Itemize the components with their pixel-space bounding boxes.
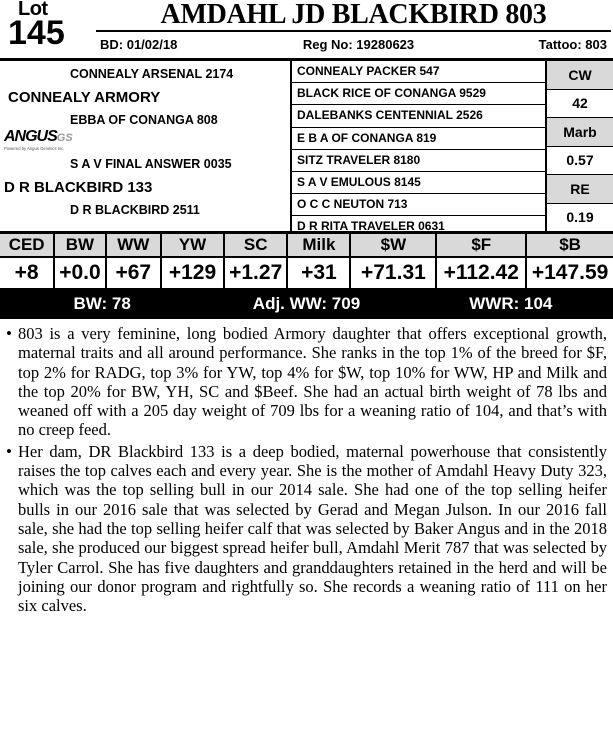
ancestor-row: SITZ TRAVELER 8180 xyxy=(292,150,545,172)
note-item xyxy=(6,324,607,440)
sire-granddam: EBBA OF CONANGA 808 xyxy=(70,113,218,127)
stat-label-re: RE xyxy=(547,175,613,204)
notes-section xyxy=(0,319,613,625)
epd-value: +67 xyxy=(115,261,152,284)
epd-table xyxy=(0,234,613,290)
epd-col-ww xyxy=(107,234,162,288)
epd-col-yw xyxy=(162,234,225,288)
tattoo: Tattoo: 803 xyxy=(538,36,607,52)
bullet-icon: • xyxy=(6,441,12,461)
ancestor-row: DALEBANKS CENTENNIAL 2526 xyxy=(292,105,545,127)
ancestor-row: D R RITA TRAVELER 0631 xyxy=(297,219,445,234)
bar-adj-ww: Adj. WW: 709 xyxy=(252,293,361,313)
epd-col-f xyxy=(437,234,527,288)
epd-col-ced xyxy=(0,234,55,288)
epd-col-bw xyxy=(55,234,106,288)
epd-col-sc xyxy=(225,234,288,288)
ancestor-row: CONNEALY PACKER 547 xyxy=(292,61,545,83)
bar-bw: BW: 78 xyxy=(73,293,131,313)
sire-grandsire: CONNEALY ARSENAL 2174 xyxy=(70,67,234,81)
ancestor-row: E B A OF CONANGA 819 xyxy=(292,128,545,150)
stat-value-re: 0.19 xyxy=(566,209,594,226)
epd-col-w xyxy=(351,234,437,288)
epd-col-b xyxy=(527,234,613,288)
note-text: 803 is a very feminine, long bodied Armory daughter that offers exceptional growth, maternal traits and all around performance. She ranks in the top 1% of the breed for $F, top 2% for RADG, top 3% for YW, top 4% for $W, top 10% for WW, HP and Milk and the top 20% for BW, YH, SC and $Beef. She had an actual birth weight of 78 lbs and weaned off with a 205 day weight of 709 lbs for a weaning ratio of 104, and that’s with no creep feed. xyxy=(18,324,607,440)
pedigree-parents xyxy=(0,61,292,231)
lot-number: 145 xyxy=(8,14,65,52)
lot-box xyxy=(2,0,94,52)
epd-header: WW xyxy=(107,234,160,258)
angus-logo-subtext: Powered by Angus Genetics Inc. xyxy=(4,146,65,151)
page-title: AMDAHL JD BLACKBIRD 803 xyxy=(160,0,547,30)
registration-number: Reg No: 19280623 xyxy=(302,36,415,52)
page-header xyxy=(0,0,613,61)
dam: D R BLACKBIRD 133 xyxy=(4,179,153,196)
lot-label: Lot xyxy=(18,0,48,20)
epd-header: YW xyxy=(162,234,223,258)
epd-header: SC xyxy=(225,234,286,258)
epd-header: $W xyxy=(351,234,435,258)
ancestor-row: O C C NEUTON 713 xyxy=(292,194,545,216)
epd-value: +71.31 xyxy=(360,261,426,284)
angus-logo-text: ANGUSGS xyxy=(4,128,73,145)
stat-value-marb: 0.57 xyxy=(547,147,613,176)
epd-header: Milk xyxy=(288,234,349,258)
epd-header: $B xyxy=(527,234,613,258)
pedigree-ancestors xyxy=(292,61,547,234)
sire: CONNEALY ARMORY xyxy=(8,89,161,106)
bullet-icon: • xyxy=(6,324,12,343)
epd-value: +147.59 xyxy=(531,261,609,284)
epd-header: $F xyxy=(437,234,525,258)
note-text: Her dam, DR Blackbird 133 is a deep bodied, maternal powerhouse that consistently raises the top calves each and every year. She is the mother of Amdahl Heavy Duty 323, which was the top selling bull in our 2014 sale. She had one of the top selling heifer bulls in our 2016 sale that was selected by Gerad and Megan Julson. In our 2016 fall sale, she had the top selling heifer calf that was selected by Baker Angus and in the 2018 sale, she produced our biggest spread heifer bull, Amdahl Merit 787 that was selected by Tyler Carrol. She has five daughters and granddaughters retained in the herd and will be joining our donor program and rightfully so. She records a weaning ratio of 111 on her six calves. xyxy=(18,441,607,616)
epd-header: BW xyxy=(55,234,104,258)
note-item xyxy=(6,442,607,616)
epd-col-milk xyxy=(288,234,351,288)
bar-wwr: WWR: 104 xyxy=(469,293,553,313)
ancestor-row: S A V EMULOUS 8145 xyxy=(292,172,545,194)
header-details xyxy=(96,32,611,56)
carcass-stats xyxy=(547,61,613,231)
dam-grandsire: S A V FINAL ANSWER 0035 xyxy=(70,157,232,171)
angus-logo xyxy=(4,128,73,155)
ancestor-row: BLACK RICE OF CONANGA 9529 xyxy=(292,83,545,105)
epd-value: +129 xyxy=(168,261,217,284)
epd-value: +0.0 xyxy=(59,261,101,284)
angus-logo-gs: GS xyxy=(56,132,73,144)
performance-bar xyxy=(0,290,613,319)
epd-value: +1.27 xyxy=(229,261,283,284)
stat-label-cw: CW xyxy=(547,61,613,90)
birth-date: BD: 01/02/18 xyxy=(100,36,178,52)
stat-value-cw: 42 xyxy=(547,90,613,119)
epd-value: +31 xyxy=(301,261,337,284)
pedigree-section xyxy=(0,61,613,234)
stat-label-marb: Marb xyxy=(547,118,613,147)
epd-value: +112.42 xyxy=(443,261,519,284)
dam-granddam: D R BLACKBIRD 2511 xyxy=(70,203,200,217)
epd-value: +8 xyxy=(14,261,39,284)
epd-header: CED xyxy=(0,234,53,258)
